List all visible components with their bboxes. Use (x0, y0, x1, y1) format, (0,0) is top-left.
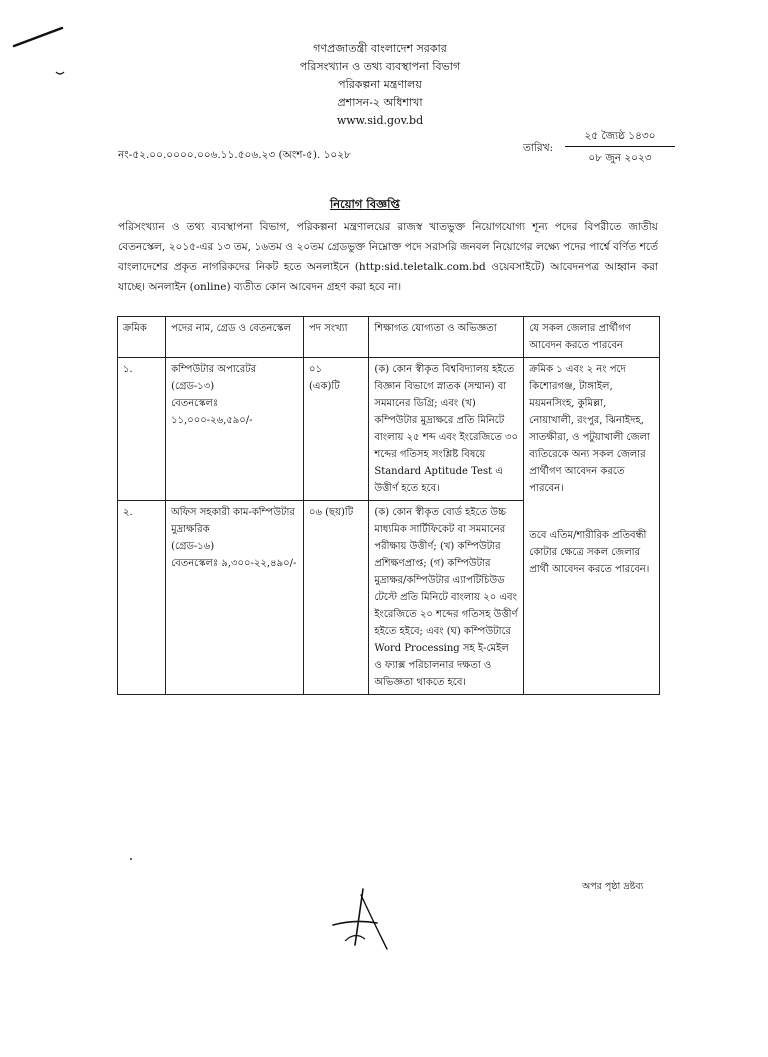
branch-name: প্রশাসন-২ অধিশাখা (337, 96, 423, 109)
eligibility-part1: ক্রমিক ১ এবং ২ নং পদে কিশোরগঞ্জ, টাঙ্গাইল, ময়মনসিংহ, কুমিল্লা, নোয়াখালী, রংপুর, ঝিনাইদহ, সাতক্ষীরা, ও পটুয়াখালী জেলা ব্যতিরেকে অন্য সকল জেলার প্রার্থীগণ আবেদন করতে পারবেন। (529, 364, 650, 494)
continued-note: অপর পৃষ্ঠা দ্রষ্টব্য (582, 881, 644, 892)
date-bangla: ২৫ জ্যৈষ্ঠ ১৪৩০ (565, 128, 675, 147)
row2-qualification: (ক) কোন স্বীকৃত বোর্ড হইতে উচ্চ মাধ্যমিক সার্টিফিকেট বা সমমানের পরীক্ষায় উত্তীর্ণ; (খ) কম্পিউটার প্রশিক্ষণপ্রাপ্ত; (গ) কম্পিউটার মুদ্রাক্ষর/কম্পিউটার এ্যাপটিচিউড টেস্টে প্রতি মিনিটে বাংলায় ২০ এবং ইংরেজিতে ২০ শব্দের গতিসহ উত্তীর্ণ হইতে হইবে; এবং (ঘ) কম্পিউটারে Word Processing সহ ই-মেইল ও ফ্যাক্স পরিচালনার দক্ষতা ও অভিজ্ঞতা থাকতে হবে। (369, 501, 524, 695)
row1-post-grade: (গ্রেড-১৩) (171, 381, 215, 392)
row1-post-name: কম্পিউটার অপারেটর (171, 364, 257, 375)
division-name: পরিসংখ্যান ও তথ্য ব্যবস্থাপনা বিভাগ (299, 60, 461, 73)
table-header-row (118, 317, 660, 358)
notice-title: নিয়োগ বিজ্ঞপ্তি (330, 197, 400, 211)
letterhead (230, 40, 530, 130)
pen-mark-icon (12, 20, 72, 80)
header-post: পদের নাম, গ্রেড ও বেতনস্কেল (166, 317, 304, 358)
row2-count (303, 501, 368, 695)
row2-post-grade: (গ্রেড-১৬) (171, 541, 215, 552)
row1-count-number: ০১ (308, 364, 322, 375)
row1-count-words: (এক)টি (308, 381, 340, 392)
speck (130, 858, 132, 860)
row1-post (166, 358, 304, 501)
signature-icon (325, 885, 395, 955)
header-eligible: যে সকল জেলার প্রার্থীগণ আবেদন করতে পারবেন (524, 317, 660, 358)
eligible-districts (524, 358, 660, 695)
table-row (118, 358, 660, 501)
government-name: গণপ্রজাতন্ত্রী বাংলাদেশ সরকার (313, 42, 447, 55)
date-values (565, 128, 675, 166)
row1-post-scale: বেতনস্কেলঃ ১১,০০০-২৬,৫৯০/- (171, 398, 253, 426)
row1-qualification: (ক) কোন স্বীকৃত বিশ্ববিদ্যালয় হইতে বিজ্ঞান বিভাগে স্নাতক (সম্মান) বা সমমানের ডিগ্রি; এবং (খ) কম্পিউটার মুদ্রাক্ষরে প্রতি মিনিটে বাংলায় ২৫ শব্দ এবং ইংরেজিতে ৩০ শব্দের গতিসহ সংশ্লিষ্ট বিষয়ে Standard Aptitude Test এ উত্তীর্ণ হতে হবে। (369, 358, 524, 501)
row2-post (166, 501, 304, 695)
eligibility-part2: তবে এতিম/শারীরিক প্রতিবন্ধী কোটার ক্ষেত্রে সকল জেলার প্রার্থী আবেদন করতে পারবেন। (529, 530, 650, 575)
website: www.sid.gov.bd (336, 114, 424, 127)
header-count: পদ সংখ্যা (303, 317, 368, 358)
row2-post-scale: বেতনস্কেলঃ ৯,৩০০-২২,৪৯০/- (171, 558, 297, 569)
row1-serial: ১. (118, 358, 166, 501)
job-table (117, 316, 660, 695)
notice-intro: পরিসংখ্যান ও তথ্য ব্যবস্থাপনা বিভাগ, পরিকল্পনা মন্ত্রণালয়ের রাজস্ব খাতভুক্ত নিয়োগযোগ্য শূন্য পদের বিপরীতে জাতীয় বেতনস্কেল, ২০১৫-এর ১৩ তম, ১৬তম ও ২০তম গ্রেডভুক্ত নিম্নোক্ত পদে সরাসরি জনবল নিয়োগের লক্ষ্যে পদের পার্শ্বে বর্ণিত শর্তে বাংলাদেশের প্রকৃত নাগরিকদের নিকট হতে অনলাইনে (http:sid.teletalk.com.bd ওয়েবসাইটে) আবেদনপত্র আহ্বান করা যাচ্ছে। অনলাইন (online) ব্যতীত কোন আবেদন গ্রহণ করা হবে না। (118, 221, 658, 293)
row2-count-text: ০৬ (ছয়)টি (308, 507, 354, 518)
row1-count (303, 358, 368, 501)
memo-reference: নং-৫২.০০.০০০০.০০৬.১১.৫০৬.২৩ (অংশ-৫). ১০২৮ (118, 149, 351, 161)
row2-serial: ২. (118, 501, 166, 695)
header-qualification: শিক্ষাগত যোগ্যতা ও অভিজ্ঞতা (369, 317, 524, 358)
row2-post-name: অফিস সহকারী কাম-কম্পিউটার মুদ্রাক্ষরিক (171, 507, 295, 535)
ministry-name: পরিকল্পনা মন্ত্রণালয় (338, 78, 422, 91)
header-serial: ক্রমিক (118, 317, 166, 358)
date-label: তারিখ: (523, 142, 554, 154)
date-english: ০৮ জুন ২০২৩ (588, 152, 652, 164)
